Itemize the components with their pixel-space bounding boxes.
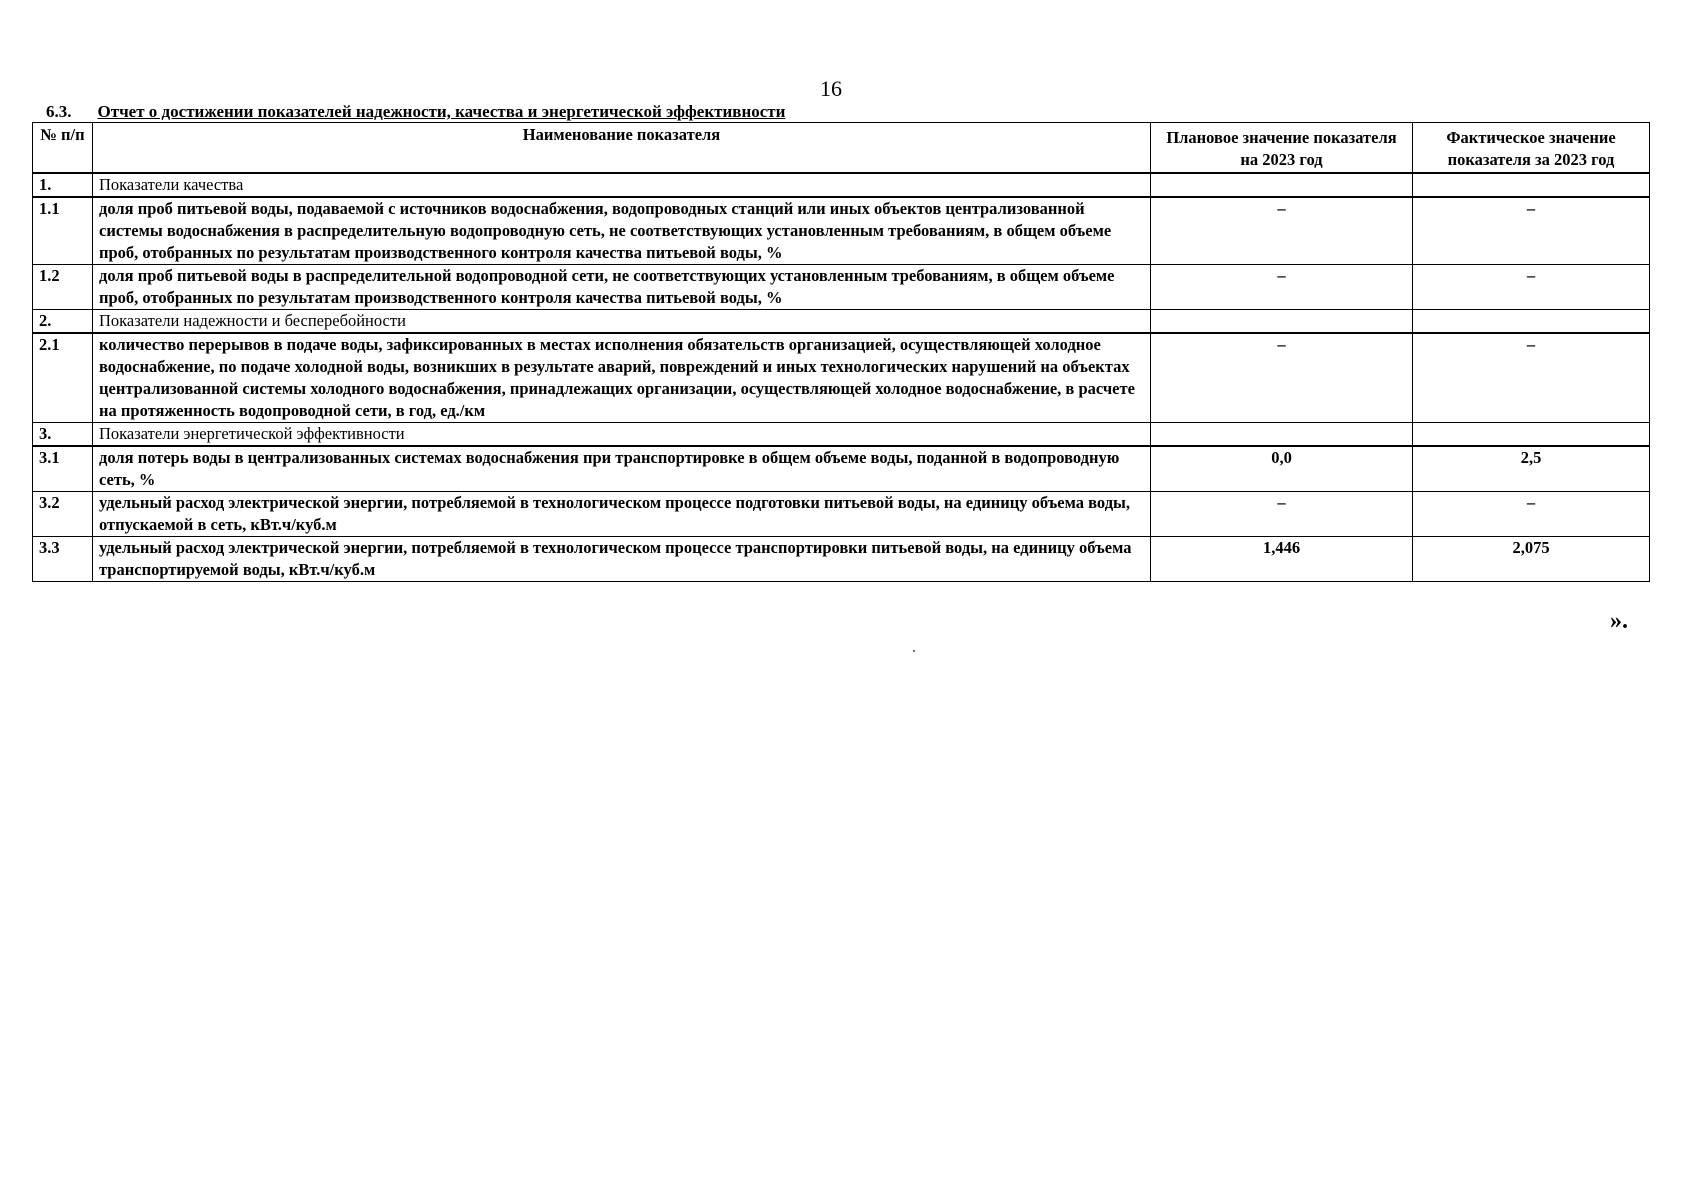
table-row [33,492,1650,537]
stray-dot [913,650,915,652]
plan-value [1151,423,1413,447]
fact-value: 2,075 [1413,537,1650,582]
indicator-name: количество перерывов в подаче воды, зафиксированных в местах исполнения обязательств организацией, осуществляющей холодное водоснабжение, по подаче холодной воды, возникших в результате аварий, повреждений и иных технологических нарушений на объектах централизованной системы холодного водоснабжения, принадлежащих организации, осуществляющей холодное водоснабжение, в расчете на протяженность водопроводной сети, в год, ед./км [93,333,1151,423]
plan-value [1151,310,1413,334]
plan-value [1151,173,1413,197]
plan-value: 0,0 [1151,446,1413,492]
fact-value: 2,5 [1413,446,1650,492]
row-number: 3.2 [33,492,93,537]
row-number: 1. [33,173,93,197]
indicator-name: Показатели энергетической эффективности [93,423,1151,447]
table-group-row [33,423,1650,447]
row-number: 1.2 [33,265,93,310]
section-heading [46,102,785,122]
section-title: Отчет о достижении показателей надежности, качества и энергетической эффективности [97,102,786,121]
fact-value: – [1413,333,1650,423]
indicators-table [32,122,1650,582]
indicator-name: доля проб питьевой воды в распределительной водопроводной сети, не соответствующих установленным требованиям, в общем объеме проб, отобранных по результатам производственного контроля качества питьевой воды, % [93,265,1151,310]
row-number: 3.3 [33,537,93,582]
table-row [33,333,1650,423]
fact-value [1413,423,1650,447]
header-plan: Плановое значение показателя на 2023 год [1151,123,1413,174]
row-number: 1.1 [33,197,93,265]
header-fact: Фактическое значение показателя за 2023 год [1413,123,1650,174]
plan-value: – [1151,333,1413,423]
header-name: Наименование показателя [93,123,1151,174]
section-number: 6.3. [46,102,72,121]
fact-value [1413,173,1650,197]
table-row [33,197,1650,265]
header-num: № п/п [33,123,93,174]
table-header-row [33,123,1650,174]
plan-value: – [1151,265,1413,310]
indicator-name: Показатели надежности и бесперебойности [93,310,1151,334]
row-number: 2.1 [33,333,93,423]
row-number: 3. [33,423,93,447]
table-group-row [33,310,1650,334]
table-body [33,173,1650,582]
fact-value: – [1413,197,1650,265]
plan-value: 1,446 [1151,537,1413,582]
plan-value: – [1151,492,1413,537]
table-group-row [33,173,1650,197]
table-row [33,446,1650,492]
indicator-name: доля потерь воды в централизованных системах водоснабжения при транспортировке в общем объеме воды, поданной в водопроводную сеть, % [93,446,1151,492]
plan-value: – [1151,197,1413,265]
indicator-name: доля проб питьевой воды, подаваемой с источников водоснабжения, водопроводных станций или иных объектов централизованной системы водоснабжения в распределительную водопроводную сеть, не соответствующих установленным требованиям, в общем объеме проб, отобранных по результатам производственного контроля качества питьевой воды, % [93,197,1151,265]
table-row [33,537,1650,582]
indicator-name: Показатели качества [93,173,1151,197]
page-number: 16 [820,76,842,101]
indicator-name: удельный расход электрической энергии, потребляемой в технологическом процессе транспортировки питьевой воды, на единицу объема транспортируемой воды, кВт.ч/куб.м [93,537,1151,582]
row-number: 2. [33,310,93,334]
row-number: 3.1 [33,446,93,492]
indicator-name: удельный расход электрической энергии, потребляемой в технологическом процессе подготовки питьевой воды, на единицу объема воды, отпускаемой в сеть, кВт.ч/куб.м [93,492,1151,537]
fact-value: – [1413,265,1650,310]
table-row [33,265,1650,310]
closing-quote: ». [1610,608,1628,634]
fact-value [1413,310,1650,334]
fact-value: – [1413,492,1650,537]
